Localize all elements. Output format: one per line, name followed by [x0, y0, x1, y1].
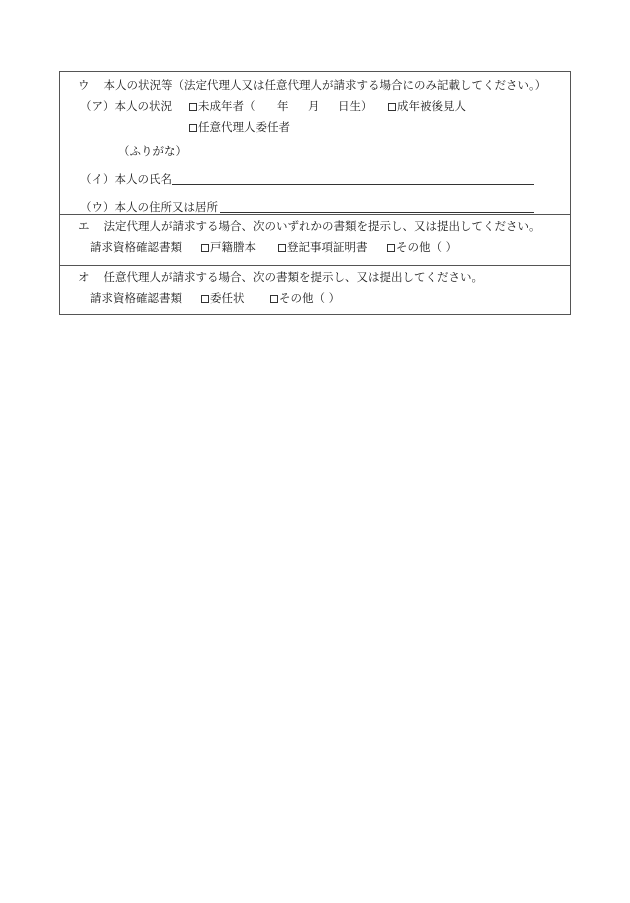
day-label: 日生） [338, 99, 373, 113]
birth-day-field[interactable] [338, 99, 373, 113]
adult-guardian-option[interactable] [388, 99, 466, 113]
section-o-mark: オ [78, 270, 90, 284]
minor-checkbox[interactable] [189, 103, 197, 111]
proxy-principal-checkbox[interactable] [189, 124, 197, 132]
section-e-other-checkbox[interactable] [387, 244, 395, 252]
section-principal-status [60, 72, 570, 214]
section-e-other-option[interactable] [387, 240, 457, 254]
family-register-option[interactable] [201, 240, 256, 254]
power-of-attorney-option[interactable] [201, 291, 245, 305]
principal-status-form [59, 71, 571, 315]
proxy-principal-label: 任意代理人委任者 [198, 120, 290, 134]
section-e-docs-label: 請求資格確認書類 [90, 240, 182, 254]
name-input-line[interactable] [172, 184, 534, 185]
section-e-other-label: その他（ ） [396, 240, 458, 254]
registry-certificate-option[interactable] [278, 240, 368, 254]
family-register-label: 戸籍謄本 [210, 240, 256, 254]
section-o-other-option[interactable] [270, 291, 340, 305]
birth-month-field[interactable] [308, 99, 320, 113]
adult-guardian-checkbox[interactable] [388, 103, 396, 111]
name-label: （イ）本人の氏名 [80, 172, 172, 186]
section-e-heading-text: 法定代理人が請求する場合、次のいずれかの書類を提示し、又は提出してください。 [103, 219, 541, 233]
power-of-attorney-checkbox[interactable] [201, 295, 209, 303]
minor-label: 未成年者（ [198, 99, 256, 113]
registry-certificate-checkbox[interactable] [278, 244, 286, 252]
furigana-label: （ふりがな） [118, 144, 187, 158]
section-o-docs-label: 請求資格確認書類 [90, 291, 182, 305]
section-o-other-checkbox[interactable] [270, 295, 278, 303]
power-of-attorney-label: 委任状 [210, 291, 245, 305]
section-u-heading [78, 78, 546, 92]
minor-option[interactable] [189, 99, 256, 113]
registry-certificate-label: 登記事項証明書 [287, 240, 368, 254]
proxy-principal-option[interactable] [189, 120, 290, 134]
birth-year-field[interactable] [277, 99, 289, 113]
family-register-checkbox[interactable] [201, 244, 209, 252]
status-row [80, 99, 172, 113]
section-voluntary-representative [60, 265, 570, 314]
section-legal-representative [60, 214, 570, 265]
section-e-mark: エ [78, 219, 90, 233]
section-e-heading [78, 219, 541, 233]
section-u-mark: ウ [78, 78, 90, 92]
address-input-line[interactable] [220, 212, 534, 213]
address-label: （ウ）本人の住所又は居所 [80, 200, 218, 214]
month-label: 月 [308, 99, 320, 113]
status-label: （ア）本人の状況 [80, 99, 172, 113]
section-o-other-label: その他（ ） [279, 291, 341, 305]
year-label: 年 [277, 99, 289, 113]
section-u-heading-text: 本人の状況等（法定代理人又は任意代理人が請求する場合にのみ記載してください。） [103, 78, 547, 92]
section-o-heading-text: 任意代理人が請求する場合、次の書類を提示し、又は提出してください。 [103, 270, 483, 284]
section-o-heading [78, 270, 483, 284]
adult-guardian-label: 成年被後見人 [397, 99, 466, 113]
